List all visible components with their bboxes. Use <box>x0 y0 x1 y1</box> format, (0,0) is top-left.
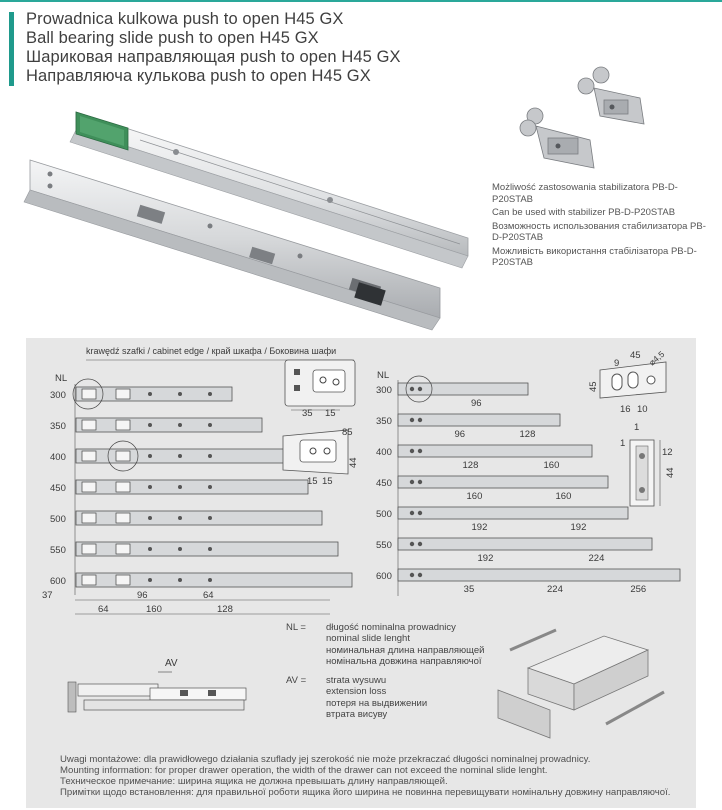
left-rail-length: 550 <box>50 545 66 556</box>
left-rail-row <box>50 387 232 401</box>
left-rail-hole <box>148 485 152 489</box>
right-rail-dim: 192 <box>471 522 488 533</box>
left-rail-mount <box>82 544 96 554</box>
left-rail-hole <box>148 578 152 582</box>
right-rail-row <box>376 476 608 502</box>
left-dim-128: 128 <box>217 604 233 615</box>
left-rail-hole <box>208 578 212 582</box>
profile-dim-12: 12 <box>662 447 673 458</box>
left-rail-length: 500 <box>50 514 66 525</box>
drawer-illustration <box>498 630 664 738</box>
right-rail-dim: 224 <box>588 553 605 564</box>
legend-av <box>286 675 484 720</box>
legend-nl-label: NL = <box>286 622 306 633</box>
legend-nl-ua: номінальна довжина направляючої <box>326 655 482 667</box>
right-rail-dim: 256 <box>630 584 647 595</box>
mounting-note-ru: Техническое примечание: ширина ящика не должна превышать длину направляющей. <box>60 776 448 787</box>
right-rail-dim: 192 <box>570 522 587 533</box>
right-rail-body <box>398 476 608 488</box>
right-rail-dim: 160 <box>466 491 483 502</box>
detail-b-dim-15a: 15 <box>307 476 318 487</box>
right-rail-row <box>376 507 628 533</box>
detail-b-dim-85: 85 <box>342 427 353 438</box>
left-rail-mount <box>116 482 130 492</box>
mounting-notes <box>60 754 670 798</box>
left-rail-mount <box>82 482 96 492</box>
stabilizer-note-en: Can be used with stabilizer PB-D-P20STAB <box>492 207 676 218</box>
mounting-note-ua: Примітки щодо встановлення: для правильної роботи ящика його ширина не повинна перевищувати номінальну довжину направляючої. <box>60 787 671 798</box>
left-rail-body <box>76 449 292 463</box>
right-rail-hole <box>410 387 414 391</box>
left-rail-hole <box>178 516 182 520</box>
left-rail-row <box>50 573 352 587</box>
legend-av-label: AV = <box>286 675 307 687</box>
right-rail-row <box>376 569 680 595</box>
legend-av-ru: потеря на выдвижении <box>326 697 428 709</box>
profile-dim-1a: 1 <box>634 422 640 433</box>
right-rail-body <box>398 383 528 395</box>
left-rail-mount <box>116 544 130 554</box>
left-rail-hole <box>148 516 152 520</box>
left-rail-hole <box>208 423 212 427</box>
right-rail-dim: 96 <box>471 398 482 409</box>
right-rail-dim: 96 <box>454 429 466 440</box>
left-rail-row <box>50 418 262 432</box>
right-rail-hole <box>418 387 422 391</box>
legend-nl-en: nominal slide lenght <box>326 633 410 645</box>
legend-av-ua: втрата висуву <box>326 709 388 721</box>
left-rail-mount <box>82 451 96 461</box>
left-rail-mount <box>116 575 130 585</box>
left-rail-length: 400 <box>50 452 66 463</box>
right-rail-length: 450 <box>376 478 392 489</box>
right-rail-dim: 128 <box>519 429 536 440</box>
right-rail-length: 350 <box>376 416 392 427</box>
left-rail-mount <box>116 420 130 430</box>
left-rail-hole <box>208 454 212 458</box>
right-rail-hole <box>410 418 414 422</box>
right-rail-row <box>376 538 652 564</box>
right-rail-hole <box>410 449 414 453</box>
right-rail-hole <box>418 511 422 515</box>
profile-detail <box>620 422 676 506</box>
left-rail-length: 300 <box>50 390 66 401</box>
right-rail-dim: 128 <box>462 460 479 471</box>
left-dim-64: 64 <box>98 604 109 615</box>
legend-av-pl: strata wysuwu <box>326 675 387 687</box>
av-label: AV <box>165 658 178 669</box>
left-rail-mount <box>82 420 96 430</box>
left-rail-mount <box>82 513 96 523</box>
left-slide-drawing <box>42 346 359 615</box>
legend-nl <box>286 622 484 667</box>
right-rail-hole <box>418 449 422 453</box>
left-rail-hole <box>148 423 152 427</box>
right-rail-length: 500 <box>376 509 392 520</box>
left-rail-mount <box>82 575 96 585</box>
bracket-dim-45-vert: 45 <box>588 381 599 392</box>
left-rail-row <box>50 480 308 494</box>
left-rail-hole <box>148 454 152 458</box>
left-nl-label: NL <box>55 373 68 384</box>
right-rail-hole <box>418 480 422 484</box>
left-rail-hole <box>178 485 182 489</box>
left-rail-mount <box>116 451 130 461</box>
left-rail-hole <box>148 547 152 551</box>
bracket-dim-16: 16 <box>620 404 631 415</box>
left-dim-64-top: 64 <box>203 590 214 601</box>
right-rail-body <box>398 414 560 426</box>
right-rail-body <box>398 538 652 550</box>
left-rail-body <box>76 542 338 556</box>
av-drawing <box>68 658 246 712</box>
left-rail-length: 450 <box>50 483 66 494</box>
mounting-note-pl: Uwagi montażowe: dla prawidłowego działania szuflady jej szerokość nie może przekraczać długości nominalnej prowadnicy. <box>60 754 591 765</box>
detail-a-dim-35: 35 <box>302 408 313 419</box>
bracket-dim-45: 45 <box>630 350 641 361</box>
left-rail-hole <box>178 423 182 427</box>
bracket-detail <box>588 349 666 415</box>
right-rail-hole <box>418 573 422 577</box>
left-dim-37: 37 <box>42 590 53 601</box>
right-rail-row <box>376 414 560 440</box>
detail-b-dim-15b: 15 <box>322 476 333 487</box>
title-ua: Направляюча кулькова push to open H45 GX <box>26 67 371 85</box>
cabinet-edge-label: krawędź szafki / cabinet edge / край шкафа / Боковина шафи <box>86 346 337 356</box>
stabilizer-note-ua: Можливість використання стабілізатора PB-D-P20STAB <box>492 245 697 268</box>
stabilizer-note-pl: Możliwość zastosowania stabilizatora PB-D-P20STAB <box>492 182 678 205</box>
right-rail-dim: 224 <box>547 584 563 595</box>
left-rail-body <box>76 418 262 432</box>
right-rail-body <box>398 445 592 457</box>
left-rail-row <box>50 542 338 556</box>
left-rail-mount <box>82 389 96 399</box>
detail-b-dim-44: 44 <box>348 457 359 468</box>
left-rail-hole <box>208 485 212 489</box>
right-rail-hole <box>410 573 414 577</box>
left-rail-hole <box>178 547 182 551</box>
right-rail-length: 300 <box>376 385 392 396</box>
legend-nl-pl: długość nominalna prowadnicy <box>326 622 456 633</box>
right-rail-length: 550 <box>376 540 392 551</box>
right-rail-hole <box>418 418 422 422</box>
title-en: Ball bearing slide push to open H45 GX <box>26 29 319 47</box>
right-rail-hole <box>410 511 414 515</box>
left-rail-hole <box>178 454 182 458</box>
right-rail-length: 600 <box>376 571 392 582</box>
left-rail-hole <box>208 392 212 396</box>
right-rail-dim: 160 <box>543 460 560 471</box>
profile-dim-44: 44 <box>665 467 676 478</box>
legend-av-en: extension loss <box>326 686 387 698</box>
left-rail-row <box>50 511 322 525</box>
left-rail-mount <box>116 513 130 523</box>
left-rail-body <box>76 511 322 525</box>
right-rail-row <box>376 383 528 409</box>
right-rail-body <box>398 507 628 519</box>
left-rail-length: 600 <box>50 576 66 587</box>
left-rail-length: 350 <box>50 421 66 432</box>
left-rail-hole <box>208 516 212 520</box>
left-rail-row <box>50 449 292 463</box>
bracket-dim-9: 9 <box>614 358 620 369</box>
left-rail-hole <box>148 392 152 396</box>
right-rail-hole <box>418 542 422 546</box>
left-rail-hole <box>178 578 182 582</box>
right-rail-length: 400 <box>376 447 392 458</box>
right-rail-dim: 35 <box>463 584 475 595</box>
left-rail-mount <box>116 389 130 399</box>
legend <box>286 622 484 720</box>
detail-a-dim-15: 15 <box>325 408 336 419</box>
mounting-note-en: Mounting information: for proper drawer operation, the width of the drawer can not exceed the nominal slide lenght. <box>60 765 548 776</box>
title-ru: Шариковая направляющая push to open H45 GX <box>26 48 401 66</box>
profile-dim-1b: 1 <box>620 438 626 449</box>
right-nl-label: NL <box>377 370 390 381</box>
right-rail-hole <box>410 542 414 546</box>
left-dim-96: 96 <box>137 590 148 601</box>
left-rail-hole <box>208 547 212 551</box>
title-pl: Prowadnica kulkowa push to open H45 GX <box>26 10 344 28</box>
right-rail-hole <box>410 480 414 484</box>
left-dim-160: 160 <box>146 604 162 615</box>
bracket-dim-hole: ⌀4,5 <box>646 348 667 368</box>
legend-nl-ru: номинальная длина направляющей <box>326 644 485 656</box>
right-rail-row <box>376 445 592 471</box>
left-rail-hole <box>178 392 182 396</box>
right-rail-dim: 192 <box>477 553 494 564</box>
right-slide-drawing <box>376 349 680 596</box>
left-rail-body <box>76 480 308 494</box>
stabilizer-note-ru: Возможность использования стабилизатора PB-D-P20STAB <box>492 220 706 243</box>
right-rail-body <box>398 569 680 581</box>
right-rail-dim: 160 <box>555 491 572 502</box>
bracket-dim-10: 10 <box>637 404 648 415</box>
